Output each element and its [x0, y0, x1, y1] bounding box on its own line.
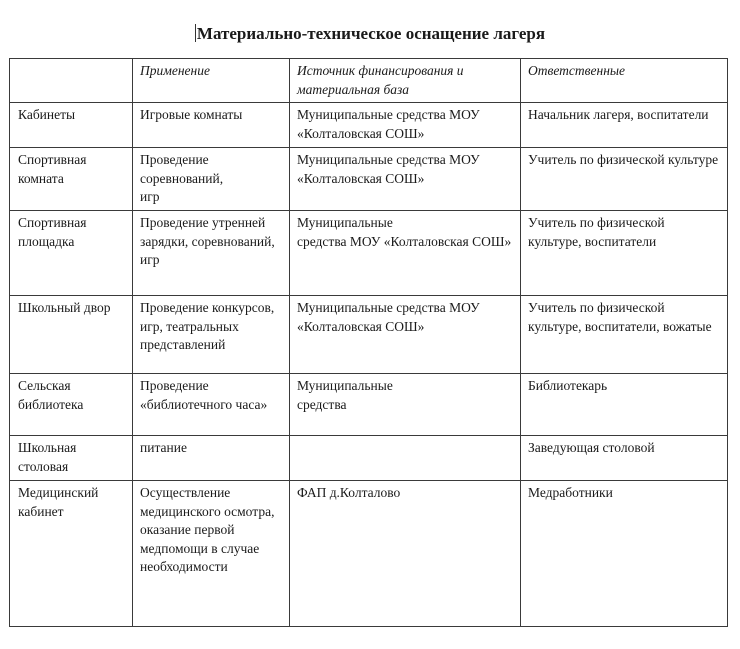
cell-object: Спортивная комната	[10, 148, 133, 211]
cell-responsible: Начальник лагеря, воспитатели	[521, 103, 728, 148]
cell-use: Проведение соревнований, игр	[133, 148, 290, 211]
cell-object: Кабинеты	[10, 103, 133, 148]
cell-source	[290, 436, 521, 481]
cell-use: Игровые комнаты	[133, 103, 290, 148]
table-row	[10, 103, 728, 148]
table-row	[10, 148, 728, 211]
cell-object: Школьная столовая	[10, 436, 133, 481]
cell-source: ФАП д.Колталово	[290, 481, 521, 627]
cell-object: Школьный двор	[10, 296, 133, 374]
cell-source: Муниципальные средства МОУ «Колталовская СОШ»	[290, 296, 521, 374]
cell-source: Муниципальные средства	[290, 374, 521, 436]
cell-source: Муниципальные средства МОУ «Колталовская СОШ»	[290, 211, 521, 296]
cell-use: питание	[133, 436, 290, 481]
cell-responsible: Учитель по физической культуре, воспитатели	[521, 211, 728, 296]
header-cell-use: Применение	[133, 59, 290, 103]
cell-use: Проведение «библиотечного часа»	[133, 374, 290, 436]
table-row	[10, 211, 728, 296]
text-cursor	[195, 24, 196, 42]
document-title	[0, 22, 740, 46]
header-cell-object	[10, 59, 133, 103]
cell-responsible: Заведующая столовой	[521, 436, 728, 481]
header-cell-responsible: Ответственные	[521, 59, 728, 103]
cell-source: Муниципальные средства МОУ «Колталовская СОШ»	[290, 103, 521, 148]
cell-responsible: Учитель по физической культуре, воспитатели, вожатые	[521, 296, 728, 374]
table-header-row	[10, 59, 728, 103]
header-cell-source: Источник финансирования и материальная база	[290, 59, 521, 103]
cell-source: Муниципальные средства МОУ «Колталовская СОШ»	[290, 148, 521, 211]
cell-responsible: Медработники	[521, 481, 728, 627]
table-row	[10, 374, 728, 436]
cell-use: Проведение утренней зарядки, соревнований, игр	[133, 211, 290, 296]
cell-responsible: Учитель по физической культуре	[521, 148, 728, 211]
cell-responsible: Библиотекарь	[521, 374, 728, 436]
table-row	[10, 296, 728, 374]
cell-use: Осуществление медицинского осмотра, оказание первой медпомощи в случае необходимости	[133, 481, 290, 627]
document-title-text: Материально-техническое оснащение лагеря	[196, 24, 546, 43]
table-row	[10, 481, 728, 627]
cell-object: Спортивная площадка	[10, 211, 133, 296]
cell-use: Проведение конкурсов, игр, театральных представлений	[133, 296, 290, 374]
table-row	[10, 436, 728, 481]
cell-object: Медицинский кабинет	[10, 481, 133, 627]
equipment-table	[9, 58, 728, 627]
cell-object: Сельская библиотека	[10, 374, 133, 436]
